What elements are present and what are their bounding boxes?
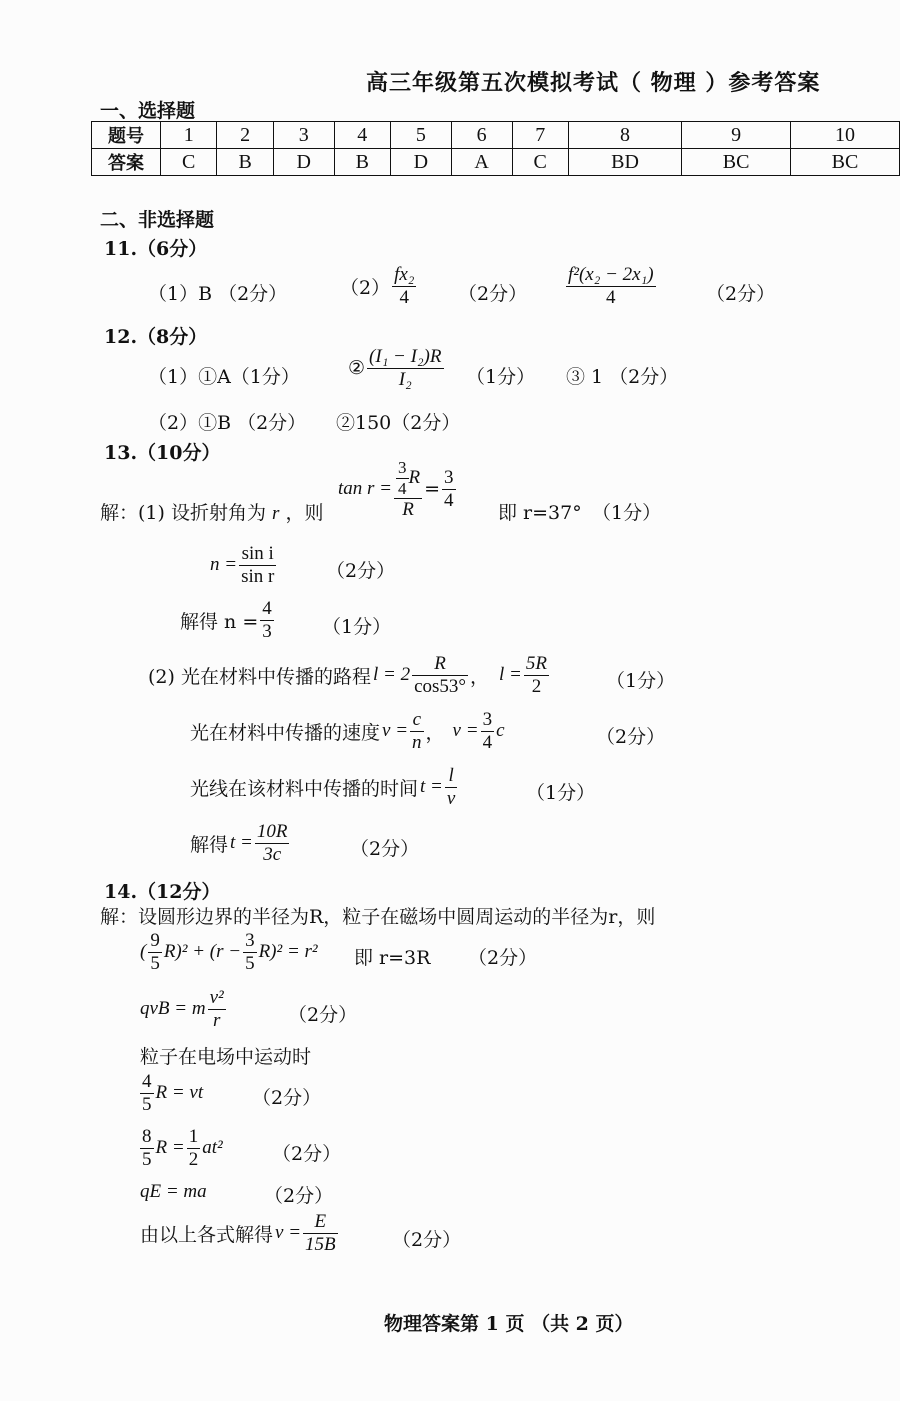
q12-part2-score: （1分） [466, 366, 536, 388]
q14-line6-score: （2分） [272, 1143, 342, 1165]
q12-part2 [348, 346, 444, 391]
q13-path-lhs: l = 2 [372, 664, 411, 686]
q14-horizontal-rhs: R = vt [155, 1082, 204, 1104]
q14-lorentz-equation [140, 987, 226, 1032]
q13-speed-lhs2: v = [452, 720, 479, 742]
fraction-denominator: r [212, 1009, 221, 1031]
table-row-numbers [92, 122, 900, 149]
fraction-denominator: 4 [399, 286, 409, 308]
fraction-numerator: 3 [444, 467, 454, 489]
table-cell: 1 [161, 122, 217, 149]
q14-fraction-8-5 [140, 1126, 154, 1171]
q14-fraction-9-5 [148, 930, 162, 975]
fraction-denominator: 5 [245, 952, 255, 974]
q14-open-paren: ( [140, 941, 147, 963]
q13-time-result-text: 解得 [190, 833, 229, 856]
q11-part3-score: （2分） [706, 283, 776, 305]
q14-lorentz-lhs: qvB = m [140, 998, 206, 1020]
fraction-numerator: 3 [398, 458, 407, 477]
q12-part3: ③ 1 （2分） [566, 366, 679, 388]
q14-vertical-middle: R = [155, 1137, 185, 1159]
fraction-denominator: 5 [150, 952, 160, 974]
fraction-denominator: 4 [482, 731, 493, 753]
q14-final-lhs: v = [275, 1222, 302, 1244]
fraction-denominator: 4 [398, 478, 407, 498]
q12-part5: ②150（2分） [336, 412, 461, 434]
table-cell: A [451, 149, 512, 176]
table-cell: BC [791, 149, 900, 176]
fraction-numerator: 4 [262, 598, 272, 619]
fraction-denominator: 2 [531, 675, 542, 697]
q13-angle-symbol: r [272, 503, 280, 524]
q12-part1: （1）①A（1分） [148, 366, 300, 388]
fraction-numerator: c [410, 709, 424, 732]
table-cell: 6 [451, 122, 512, 149]
answer-table [91, 121, 900, 176]
table-cell: 3 [273, 122, 334, 149]
fraction-denominator: 15B [305, 1233, 336, 1255]
fraction-numerator: 1 [188, 1126, 199, 1147]
page-title: 高三年级第五次模拟考试（ 物理 ）参考答案 [366, 70, 821, 96]
q14-line2-score: （2分） [468, 947, 538, 969]
table-cell: C [161, 149, 217, 176]
fraction-R: R [408, 467, 421, 489]
fraction-denominator: 5 [142, 1093, 152, 1115]
q14-lorentz-fraction [208, 987, 226, 1032]
q13-path-separator: ， [470, 665, 490, 688]
table-cell: 7 [512, 122, 568, 149]
q13-line3-score: （1分） [322, 616, 392, 638]
fraction-denominator: 2 [188, 1148, 199, 1170]
q14-line8-score: （2分） [392, 1229, 462, 1251]
q14-fraction-3-5 [243, 930, 257, 975]
q11-part2 [340, 264, 416, 309]
q13-time-fraction [445, 765, 457, 810]
q14-final-fraction [303, 1211, 338, 1256]
table-cell: 2 [217, 122, 273, 149]
q13-time-line [190, 765, 457, 810]
fraction-denominator: 3c [263, 843, 282, 865]
q14-line7-score: （2分） [264, 1185, 334, 1207]
section-choice-heading: 一、选择题 [100, 100, 196, 122]
fraction-numerator: fx₂ [394, 264, 415, 285]
table-cell: D [273, 149, 334, 176]
q11-part2-label: （2） [340, 276, 391, 299]
q13-line1-label: 解：(1) 设折射角为 [100, 502, 266, 524]
fraction-numerator: f²(x₂ − 2x₁) [568, 264, 654, 285]
q13-line1-text [100, 498, 323, 525]
q13-line1-then: ，则 [285, 502, 324, 524]
fraction-numerator: 5R [525, 653, 547, 674]
q11-part3-fraction [566, 264, 656, 309]
equals-sign: = [424, 478, 441, 501]
q13-tan-expression: tan r = [338, 478, 392, 500]
q14-force-equation: qE = ma [140, 1181, 207, 1202]
fraction-numerator: R [412, 653, 468, 676]
fraction-numerator: sin i [239, 543, 276, 566]
q13-time-text: 光线在该材料中传播的时间 [190, 777, 419, 800]
q13-line1-score: （1分） [592, 502, 662, 524]
table-cell: BD [568, 149, 681, 176]
fraction-denominator: 3 [262, 620, 272, 642]
q13-path-fraction [412, 653, 468, 698]
table-cell: 9 [682, 122, 791, 149]
table-cell: 5 [390, 122, 451, 149]
q11-heading: 11.（6分） [104, 238, 208, 260]
fraction-numerator: 3 [245, 930, 255, 951]
q14-geometry-equation [140, 930, 318, 975]
q13-tan-fraction [394, 458, 422, 521]
table-row-answers [92, 149, 900, 176]
q13-speed-text: 光在材料中传播的速度 [190, 721, 381, 744]
fraction-numerator: (I₁ − I₂)R [369, 346, 442, 367]
q14-equation-end: R)² = r² [258, 941, 318, 963]
q13-speed-fraction2 [481, 709, 495, 754]
fraction-denominator: cos53° [414, 675, 467, 697]
q14-fraction-1-2 [187, 1126, 201, 1171]
q14-radius-result: 即 r=3R [354, 947, 431, 969]
q13-n-result-text: 解得 n = [180, 610, 259, 633]
fraction-denominator: n [412, 731, 422, 753]
q13-speed-c: c [496, 720, 505, 742]
q14-final-result [140, 1211, 338, 1256]
fraction-numerator: 8 [142, 1126, 152, 1147]
q14-vertical-equation [140, 1126, 223, 1171]
table-cell: BC [682, 149, 791, 176]
q13-line7-score: （2分） [350, 838, 420, 860]
fraction-numerator: l [445, 765, 457, 788]
q13-n-result [180, 598, 274, 643]
fraction-numerator: E [303, 1211, 338, 1234]
fraction-denominator: v [446, 787, 456, 809]
q14-heading: 14.（12分） [104, 881, 221, 903]
fraction-denominator: sin r [241, 565, 275, 587]
fraction-numerator [394, 458, 422, 499]
q13-path-line [148, 653, 549, 698]
q13-n-lhs: n = [210, 554, 238, 576]
q13-angle-result: 即 r=37° [498, 502, 582, 524]
q13-snell-formula [210, 543, 276, 588]
table-cell: 8 [568, 122, 681, 149]
fraction-numerator: 9 [150, 930, 160, 951]
q14-line3-score: （2分） [288, 1004, 358, 1026]
q13-line5-score: （2分） [596, 726, 666, 748]
page-footer: 物理答案第 1 页 （共 2 页） [384, 1313, 634, 1335]
q13-speed-separator: ， [425, 721, 445, 744]
table-cell: C [512, 149, 568, 176]
fraction-numerator: v² [209, 987, 224, 1008]
q13-tan-value [442, 467, 456, 512]
q14-line4: 粒子在电场中运动时 [140, 1046, 312, 1068]
q13-time-result-fraction [255, 821, 290, 866]
fraction-numerator: 10R [256, 821, 288, 842]
q13-time-result-lhs: t = [230, 832, 253, 854]
q14-vertical-rhs: at² [202, 1137, 223, 1159]
row-label-number: 题号 [92, 122, 161, 149]
q13-speed-line [190, 709, 505, 754]
q14-final-text: 由以上各式解得 [140, 1223, 274, 1246]
q12-part4: （2）①B （2分） [148, 412, 307, 434]
table-cell: D [390, 149, 451, 176]
fraction-denominator: 5 [142, 1148, 152, 1170]
table-cell: 10 [791, 122, 900, 149]
q14-horizontal-equation [140, 1071, 203, 1116]
q13-path-fraction2 [524, 653, 549, 698]
q13-n-fraction [260, 598, 274, 643]
q13-path-text: (2) 光在材料中传播的路程 [148, 665, 371, 688]
q12-part2-fraction [367, 346, 443, 391]
q14-line5-score: （2分） [252, 1087, 322, 1109]
q13-snell-fraction [239, 543, 276, 588]
q12-part2-label: ② [348, 357, 366, 380]
q13-line2-score: （2分） [326, 560, 396, 582]
fraction-numerator: 3 [482, 709, 493, 730]
q14-fraction-4-5 [140, 1071, 154, 1116]
q13-speed-lhs: v = [382, 720, 409, 742]
q12-heading: 12.（8分） [104, 326, 208, 348]
q14-equation-middle: R)² + (r − [163, 941, 242, 963]
table-cell: B [217, 149, 273, 176]
table-cell: 4 [334, 122, 390, 149]
fraction-denominator: I₂ [398, 368, 412, 390]
q14-line1: 解：设圆形边界的半径为R，粒子在磁场中圆周运动的半径为r，则 [100, 906, 656, 928]
fraction-denominator: 4 [444, 489, 454, 511]
fraction-denominator: R [402, 499, 414, 521]
q11-part1: （1）B （2分） [148, 283, 288, 305]
row-label-answer: 答案 [92, 149, 161, 176]
table-cell: B [334, 149, 390, 176]
fraction-numerator: 4 [142, 1071, 152, 1092]
q13-time-result [190, 821, 289, 866]
q11-part2-fraction [392, 264, 416, 309]
q11-part2-score: （2分） [458, 283, 528, 305]
q13-speed-fraction [410, 709, 424, 754]
q13-path-lhs2: l = [499, 664, 522, 686]
q13-line1-formula [338, 458, 456, 521]
q13-line6-score: （1分） [526, 782, 596, 804]
section-nonchoice-heading: 二、非选择题 [100, 209, 215, 231]
q13-heading: 13.（10分） [104, 442, 221, 464]
q13-line4-score: （1分） [606, 670, 676, 692]
fraction-denominator: 4 [606, 286, 616, 308]
q13-time-lhs: t = [420, 776, 443, 798]
